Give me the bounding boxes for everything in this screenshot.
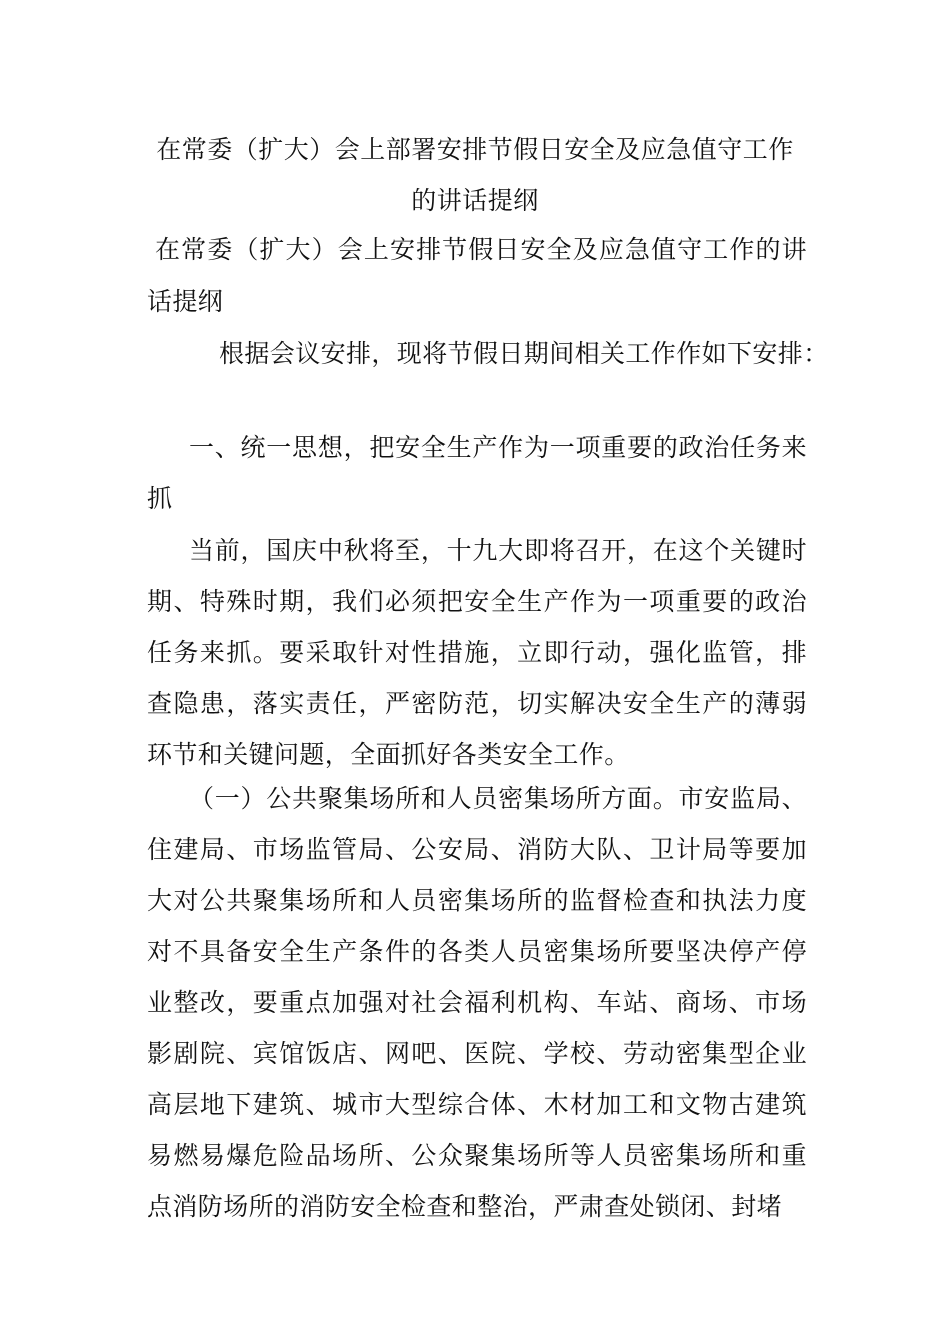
intro-paragraph: 根据会议安排，现将节假日期间相关工作作如下安排： [219, 339, 829, 368]
document-subtitle: 在常委（扩大）会上安排节假日安全及应急值守工作的讲话提纲 [147, 235, 807, 316]
document-title-line-1: 在常委（扩大）会上部署安排节假日安全及应急值守工作 [156, 135, 794, 164]
section-1-heading: 一、统一思想，把安全生产作为一项重要的政治任务来抓 [147, 433, 807, 513]
document-title-line-2: 的讲话提纲 [411, 186, 539, 215]
body-paragraph-2: （一）公共聚集场所和人员密集场所方面。市安监局、住建局、市场监管局、公安局、消防大队、卫计局等要加大对公共聚集场所和人员密集场所的监督检查和执法力度对不具备安全生产条件的各类人员密集场所要坚决停产停业整改，要重点加强对社会福利机构、车站、商场、市场影剧院、宾馆饭店、网吧、医院、学校、劳动密集型企业高层地下建筑、城市大型综合体、木材加工和文物古建筑易燃易爆危险品场所、公众聚集场所等人员密集场所和重点消防场所的消防安全检查和整治，严肃查处锁闭、封堵 [147, 784, 807, 1221]
body-paragraph-1: 当前，国庆中秋将至，十九大即将召开，在这个关键时期、特殊时期，我们必须把安全生产作为一项重要的政治任务来抓。要采取针对性措施，立即行动，强化监管，排查隐患，落实责任，严密防范，切实解决安全生产的薄弱环节和关键问题，全面抓好各类安全工作。 [147, 536, 807, 769]
